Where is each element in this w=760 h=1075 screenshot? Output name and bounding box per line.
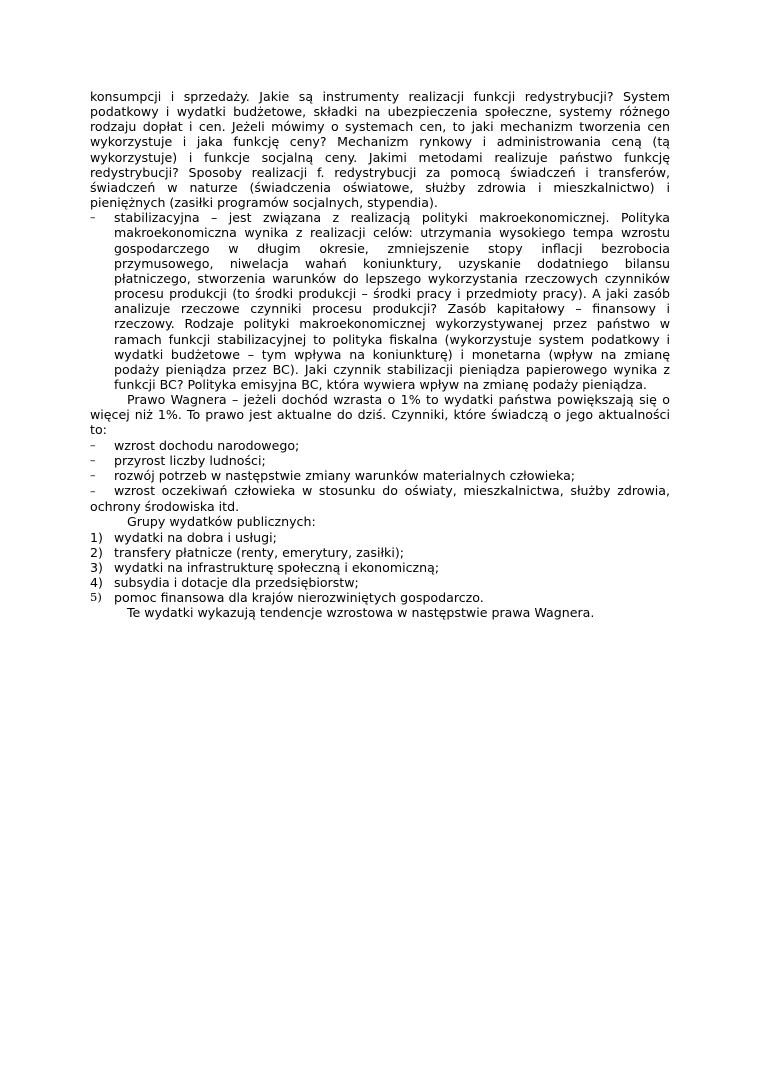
list-item <box>90 468 670 483</box>
paragraph-wagner-law: Prawo Wagnera – jeżeli dochód wzrasta o 1% to wydatki państwa powiększają się o więcej niż 1%. To prawo jest aktualne do dziś. Czynniki, które świadczą o jego aktualności to: <box>90 392 670 438</box>
list-item-text: wydatki na infrastrukturę społeczną i ekonomiczną; <box>114 559 440 575</box>
factor-list <box>90 438 670 515</box>
list-item <box>90 530 670 545</box>
list-item <box>90 590 670 605</box>
groups-heading: Grupy wydatków publicznych: <box>127 514 316 530</box>
groups-list <box>90 530 670 606</box>
dash-bullet: – <box>90 485 96 499</box>
list-item-text: przyrost liczby ludności; <box>114 452 266 468</box>
list-item-text: wydatki na dobra i usługi; <box>114 529 277 545</box>
paragraph-stabilization: stabilizacyjna – jest związana z realizacją polityki makroekonomicznej. Polityka makroekonomiczna wynika z realizacji celów: utrzymania wysokiego tempa wzrostu gospodarczego w długim okresie, zmniejszenie stopy inflacji bezrobocia przymusowego, niwelacja wahań koniunktury, uzyskanie dodatniego bilansu płatniczego, stworzenia warunków do lepszego wykorzystania rzeczowych czynników procesu produkcji (to środki produkcji – środki pracy i przedmioty pracy). A jaki zasób analizuje rzeczowe czynniki procesu produkcji? Zasób kapitałowy – finansowy i rzeczowy. Rodzaje polityki makroekonomicznej wykorzystywanej przez państwo w ramach funkcji stabilizacyjnej to polityka fiskalna (wykorzystuje system podatkowy i wydatki budżetowe – tym wpływa na koniunkturę) i monetarna (wpływ na zmianę podaży pieniądza przez BC). Jaki czynnik stabilizacji pieniądza papierowego wynika z funkcji BC? Polityka emisyjna BC, która wywiera wpływ na zmianę podaży pieniądza. <box>114 210 670 392</box>
dash-bullet: – <box>90 468 96 482</box>
list-item <box>90 483 670 514</box>
list-item-text: wzrost oczekiwań człowieka w stosunku do oświaty, mieszkalnictwa, służby zdrowia, ochrony środowiska itd. <box>90 483 670 515</box>
list-item-text: subsydia i dotacje dla przedsiębiorstw; <box>114 575 359 590</box>
list-number: 2) <box>90 544 103 560</box>
list-number: 3) <box>90 559 103 575</box>
dash-bullet: – <box>90 438 96 452</box>
list-item <box>90 453 670 468</box>
list-item <box>90 575 670 590</box>
document-page <box>90 89 670 620</box>
paragraph-redistribution: konsumpcji i sprzedaży. Jakie są instrumenty realizacji funkcji redystrybucji? System podatkowy i wydatki budżetowe, składki na ubezpieczenia społeczne, systemy różnego rodzaju dopłat i cen. Jeżeli mówimy o systemach cen, to jaki mechanizm tworzenia cen wykorzystuje i jaka funkcję ceny? Mechanizm rynkowy i administrowania ceną (tą wykorzystuje) i funkcje socjalną ceny. Jakimi metodami realizuje państwo funkcję redystrybucji? Sposoby realizacji f. redystrybucji za pomocą świadczeń i transferów, świadczeń w naturze (świadczenia oświatowe, służby zdrowia i mieszkalnictwo) i pieniężnych (zasiłki programów socjalnych, stypendia). <box>90 89 670 211</box>
dash-bullet: – <box>90 453 96 467</box>
list-number: 4) <box>90 575 103 590</box>
list-number: 1) <box>90 529 103 545</box>
list-item-text: pomoc finansowa dla krajów nierozwiniętych gospodarczo. <box>114 590 484 606</box>
closing-sentence: Te wydatki wykazują tendencje wzrostowa w następstwie prawa Wagnera. <box>127 605 595 621</box>
list-item-stabilization <box>90 210 670 392</box>
dash-bullet: – <box>90 211 96 225</box>
list-item-text: rozwój potrzeb w następstwie zmiany warunków materialnych człowieka; <box>114 467 576 483</box>
list-item <box>90 438 670 453</box>
list-item <box>90 560 670 575</box>
list-number: 5) <box>90 590 102 605</box>
list-item <box>90 545 670 560</box>
list-item-text: transfery płatnicze (renty, emerytury, zasiłki); <box>114 544 404 560</box>
list-item-text: wzrost dochodu narodowego; <box>114 437 300 453</box>
